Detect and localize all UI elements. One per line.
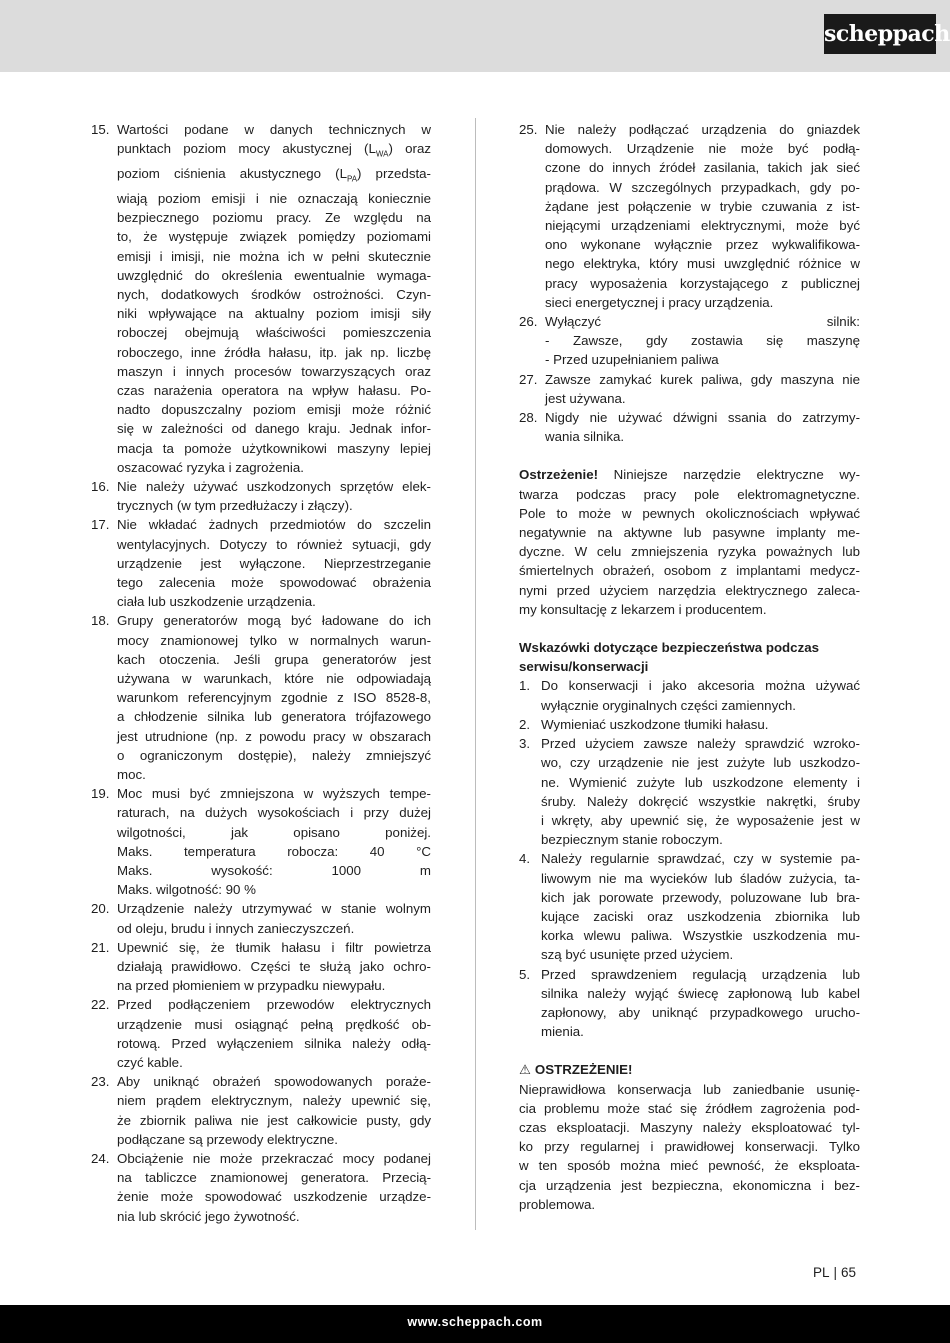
text-line: warunkom referencyjnym zgodnie z ISO 8528-8, (117, 690, 431, 706)
item-number: 21. (91, 939, 110, 955)
right-column (519, 120, 860, 1214)
text-line: w ten sposób można mieć pewność, że eksploata- (519, 1158, 860, 1174)
text-line: trycznych (w tym przedłużaczy i złączy). (117, 498, 353, 514)
text-line: maszyn i innych procesów towarzyszących oraz (117, 363, 431, 379)
text-line: cia problemu może stać się źródłem zagrożenia pod- (519, 1100, 860, 1116)
item-text (117, 477, 431, 515)
item-text (545, 120, 860, 312)
text-line: macja ta pomoże użytkownikowi maszyny lepiej (117, 440, 431, 456)
text-line: Nieprawidłowa konserwacja lub zaniedbanie usunię- (519, 1081, 860, 1097)
list-item (519, 408, 860, 446)
text-line: nadto dopuszczalny poziom emisji może różnić (117, 402, 431, 418)
warning-label: Ostrzeżenie! (519, 467, 599, 483)
spacer (519, 619, 860, 638)
text-line: ne. Wymienić zużyte lub uszkodzone elementy i (541, 774, 860, 790)
item-text (117, 899, 431, 937)
item-text (117, 515, 431, 611)
item-number: 28. (519, 410, 538, 426)
text-line: szą być usunięte przed użyciem. (541, 947, 734, 963)
text-line: nymi przed użyciem narzędzia elektrycznego zaleca- (519, 582, 860, 598)
text-line: Należy regularnie sprawdzać, czy w systemie pa- (541, 851, 860, 867)
text-line: urządzenie jest wyłączone. Nieprzestrzeganie (117, 555, 431, 571)
text-line: negatywnie na aktywne lub pasywne implanty me- (519, 525, 860, 541)
text-line: żenie może spowodować uszkodzenie urządze- (117, 1189, 431, 1205)
text-line: niem prądem elektrycznym, należy upewnić się, (117, 1093, 431, 1109)
list-item (91, 1072, 431, 1149)
list-item (519, 965, 860, 1042)
text-line: Wymieniać uszkodzone tłumiki hałasu. (541, 716, 769, 732)
text-line: prądowa. W szczególnych przypadkach, gdy po- (545, 179, 860, 195)
item-text (545, 312, 860, 370)
section-heading: Wskazówki dotyczące bezpieczeństwa podczas (519, 640, 820, 656)
item-number: 15. (91, 122, 110, 137)
text-line: ciała lub uszkodzenie urządzenia. (117, 594, 316, 610)
text-line: poziom ciśnienia akustycznego $(L_{PA})$ przedsta- (117, 166, 431, 184)
sub-item: - Zawsze, gdy zostawia się maszynę (545, 333, 860, 349)
final-warning-title (519, 1060, 860, 1079)
subscript: PA (346, 174, 358, 184)
text-line: żądane jest połączenie w trybie czuwania z ist- (545, 198, 860, 214)
text-line: nia lub skrócić jego żywotność. (117, 1208, 300, 1224)
item-number: 22. (91, 997, 110, 1013)
item-number: 25. (519, 122, 538, 137)
footer-url[interactable]: www.scheppach.com (407, 1315, 543, 1329)
text-line: twarza podczas pracy pole elektromagnetyczne. (519, 486, 860, 502)
text-line: rotową. Przed wyłączeniem silnika należy odłą- (117, 1035, 431, 1051)
header-band (0, 0, 950, 72)
item-number: 18. (91, 613, 110, 629)
text-line: problemowa. (519, 1196, 596, 1212)
text-line: Wyłączyć silnik: (545, 314, 860, 330)
item-number: 5. (519, 966, 531, 982)
list-item (519, 312, 860, 370)
spacer (519, 1041, 860, 1060)
text-line: bezpiecznego poziomu pracy. Ze względu na (117, 210, 431, 226)
item-text (117, 938, 431, 996)
text-line: roboczej obejmują właściwości pomieszczenia (117, 325, 431, 341)
item-number: 1. (519, 678, 531, 694)
scheppach-logo: scheppach (824, 14, 936, 54)
text-line: podłączane są przewody elektryczne. (117, 1131, 338, 1147)
text-line: Urządzenie należy utrzymywać w stanie wolnym (117, 901, 431, 917)
text-line: emisji i imisji, nie można ich w pełni skutecznie (117, 248, 431, 264)
text-line: na tabliczce znamionowej generatora. Przecią- (117, 1170, 431, 1186)
page-value: 65 (841, 1265, 857, 1280)
page-number (813, 1265, 856, 1280)
text-line: a chłodzenie silnika lub generatora trójfazowego (117, 709, 431, 725)
final-warning-title-text: OSTRZEŻENIE! (534, 1062, 633, 1078)
item-number: 19. (91, 786, 110, 802)
list-item (91, 1149, 431, 1226)
text-line: Moc musi być zmniejszona w wyższych tempe- (117, 786, 431, 802)
section-heading: serwisu/konserwacji (519, 659, 649, 675)
text-line: Grupy generatorów mogą być ładowane do ich (117, 613, 431, 629)
final-warning-text (519, 1080, 860, 1214)
item-number: 4. (519, 851, 531, 867)
text-line: Maks. wysokość: 1000 m (117, 863, 431, 879)
item-text (117, 611, 431, 784)
warning-triangle-icon: ⚠ (519, 1062, 531, 1078)
text-line: Nie wkładać żadnych przedmiotów do szczelin (117, 517, 431, 533)
item-number: 2. (519, 716, 531, 732)
list-item (91, 938, 431, 996)
text-line: mocy znamionowej tylko w normalnych warun- (117, 632, 431, 648)
list-item (91, 611, 431, 784)
text-line: sieci energetycznej i pracy urządzenia. (545, 294, 774, 310)
text-line: niki wpływające na aktualny poziom imisji siły (117, 306, 431, 322)
text-line: czyć kable. (117, 1055, 183, 1071)
text-line: roboczego, inne źródła hałasu, itp. jak np. liczbę (117, 344, 431, 360)
text-line: kich jak porowate przewody, poluzowane lub bra- (541, 889, 860, 905)
item-text (117, 784, 431, 899)
subscript: WA (375, 149, 389, 159)
item-text (545, 408, 860, 446)
text-line: ko przy regularnej i prawidłowej konserwacji. Tylko (519, 1139, 860, 1155)
item-number: 17. (91, 517, 110, 533)
item-text (541, 715, 860, 734)
text-line: śruby. Należy dokręcić wszystkie nakrętki, śruby (541, 793, 860, 809)
text-line: że zbiornik paliwa nie jest całkowicie pusty, gdy (117, 1112, 431, 1128)
text-line: od oleju, brudu i innych zanieczyszczeń. (117, 920, 355, 936)
text-line: korka wlewu paliwa. Wszystkie uszkodzenia mu- (541, 928, 860, 944)
list-item (91, 784, 431, 899)
text-line: Maks. wilgotność: 90 % (117, 882, 256, 898)
text-line: nego elektryka, który musi uwzględnić różnice w (545, 256, 860, 272)
warning-notice (519, 465, 860, 619)
text-line: wentylacyjnych. Dotyczy to również sytuacji, gdy (117, 536, 431, 552)
warning-text: Niniejsze narzędzie elektryczne wy- (598, 467, 860, 483)
page-lang: PL (813, 1265, 830, 1280)
item-text (545, 370, 860, 408)
text-line: Upewnić się, że tłumik hałasu i filtr powietrza (117, 939, 431, 955)
column-divider (475, 118, 476, 1230)
list-item (91, 899, 431, 937)
item-number: 23. (91, 1074, 110, 1090)
text-line: i wkręty, aby upewnić się, że wyposażenie jest w (541, 812, 860, 828)
list-item (519, 120, 860, 312)
text-line: Nie należy podłączać urządzenia do gniazdek (545, 122, 860, 137)
text-line: jest utrudnione (np. z powodu pracy w obszarach (117, 728, 431, 744)
text-line: wo, czy urządzenie nie jest zużyte lub uszkodzo- (541, 755, 860, 771)
text-line: Wartości podane w danych technicznych w (117, 122, 431, 137)
text-line: tego zalecenia może spowodować obrażenia (117, 574, 431, 590)
list-item (519, 715, 860, 734)
list-item (519, 849, 860, 964)
text-line: wania silnika. (545, 429, 625, 445)
text-line: uwzględnić do określenia ewentualnie wymaga- (117, 267, 431, 283)
text-line: punktach poziom mocy akustycznej $(L_{WA})$ oraz (117, 141, 431, 159)
text-line: używana w warunkach, które nie odpowiadają (117, 671, 431, 686)
item-text (541, 965, 860, 1042)
text-line: moc. (117, 767, 146, 783)
sub-item: - Przed uzupełnianiem paliwa (545, 352, 719, 368)
list-item (519, 734, 860, 849)
item-text (117, 1149, 431, 1226)
item-number: 16. (91, 478, 110, 494)
text-line: cja urządzenia jest bezpieczna, ekonomiczna i bez- (519, 1177, 860, 1193)
text-line: mienia. (541, 1024, 584, 1040)
item-number: 3. (519, 736, 531, 752)
text-line: Aby uniknąć obrażeń spowodowanych poraże- (117, 1074, 431, 1090)
text-line: urządzenie musi osiągnąć pełną prędkość ob- (117, 1016, 431, 1032)
text-line: o ograniczonym dostępie), należy zmniejszyć (117, 747, 431, 763)
text-line: jest używana. (545, 390, 626, 406)
text-line: wyłącznie oryginalnych części zamiennych. (541, 697, 796, 713)
text-line: raturach, na dużych wysokościach i przy dużej (117, 805, 431, 821)
text-line: Nie należy używać uszkodzonych sprzętów elek- (117, 478, 431, 494)
text-line: niejącymi urządzeniami elektrycznymi, może być (545, 218, 860, 234)
text-line: oszacować ryzyka i zagrożenia. (117, 459, 304, 475)
text-line: Przed sprawdzeniem regulacją urządzenia lub (541, 966, 860, 982)
text-line: kach otoczenia. Jeśli grupa generatorów jest (117, 651, 431, 667)
item-text (117, 120, 431, 477)
text-line: Zawsze zamykać kurek paliwa, gdy maszyna nie (545, 371, 860, 387)
text-line: śmiertelnych obrażeń, osobom z implantami medycz- (519, 563, 860, 579)
text-line: wiają poziom emisji i nie oznaczają koniecznie (117, 190, 431, 206)
item-text (117, 1072, 431, 1149)
text-line (519, 465, 860, 484)
text-line: Maks. temperatura robocza: 40 °C (117, 843, 431, 859)
list-item (519, 676, 860, 714)
list-item (91, 120, 431, 477)
text-line: to, że występuje związek pomiędzy poziomami (117, 229, 431, 245)
text-line: Przed użyciem zawsze należy sprawdzić wzroko- (541, 736, 860, 752)
text-line: czas eksploatacji. Maszyny należy eksploatować tyl- (519, 1119, 860, 1135)
text-line: Nigdy nie używać dźwigni ssania do zatrzymy- (545, 410, 860, 426)
text-line: wilgotności, jak opisano poniżej. (117, 824, 431, 840)
text-line: my konsultację z lekarzem i producentem. (519, 601, 767, 617)
text-line: kujące zaciski oraz uszkodzenia zbiornika lub (541, 908, 860, 924)
text-line: czas narażenia operatora na wpływ hałasu. Po- (117, 382, 431, 398)
item-number: 20. (91, 901, 110, 917)
item-text (541, 849, 860, 964)
item-text (117, 995, 431, 1072)
text-line: czone do innych źródeł zasilania, takich jak sieć (545, 160, 860, 176)
item-number: 24. (91, 1151, 110, 1167)
text-line: liwowym nie ma wycieków lub śladów zużycia, ta- (541, 870, 860, 886)
page-separator: | (833, 1265, 838, 1280)
item-number: 27. (519, 371, 538, 387)
text-line: Obciążenie nie może przekraczać mocy podanej (117, 1151, 431, 1167)
text-line: domowych. Urządzenie nie może być podłą- (545, 141, 860, 157)
text-line: Pole to może w pewnych okolicznościach wpływać (519, 505, 860, 521)
text-line: pracy wyposażenia korzystającego z publicznej (545, 275, 860, 291)
text-line: Przed podłączeniem przewodów elektrycznych (117, 997, 431, 1013)
text-line: działają prawidłowo. Części te służą jako ochro- (117, 959, 431, 975)
text-line: ono wykonane wyłącznie przez wykwalifikowa- (545, 237, 860, 253)
text-line: bezpiecznym stanie roboczym. (541, 832, 723, 848)
text-line: zapłonowy, aby uniknąć przypadkowego urucho- (541, 1004, 860, 1020)
text-line: Do konserwacji i jako akcesoria można używać (541, 678, 860, 694)
left-column (91, 120, 431, 1226)
item-text (541, 734, 860, 849)
text-line: na przed płomieniem w przypadku niewypału. (117, 978, 386, 994)
item-number: 26. (519, 314, 538, 330)
spacer (519, 446, 860, 465)
list-item (91, 515, 431, 611)
list-item (519, 370, 860, 408)
item-text (541, 676, 860, 714)
text-line: dyczne. W celu zmniejszenia ryzyka poważnych lub (519, 544, 860, 560)
text-line: silnika należy wyjąć świecę zapłonową lub kabel (541, 985, 860, 1001)
list-item (91, 477, 431, 515)
text-line: nych, dodatkowych środków ostrożności. Czyn- (117, 286, 431, 302)
text-line: się w zależności od danego kraju. Jednak infor- (117, 421, 431, 437)
list-item (91, 995, 431, 1072)
